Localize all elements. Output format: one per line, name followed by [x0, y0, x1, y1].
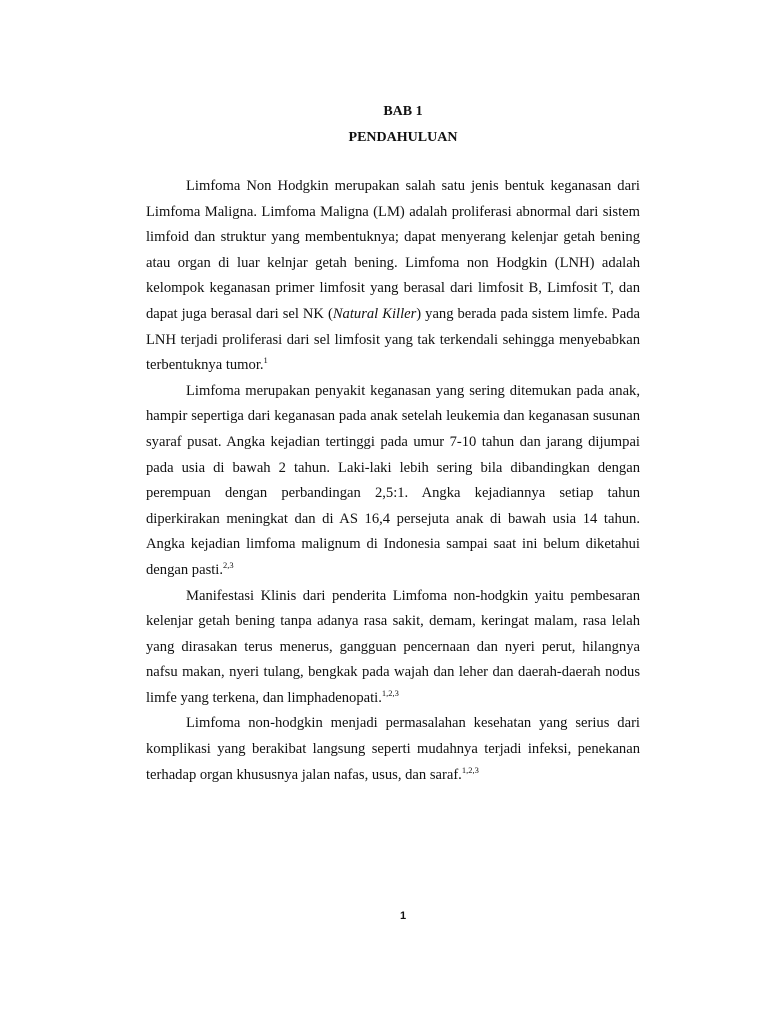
body-text — [146, 174, 640, 788]
natural-killer-term: Natural Killer — [332, 305, 417, 322]
chapter-heading: BAB 1 — [383, 104, 423, 119]
chapter-title: PENDAHULUAN — [348, 130, 458, 145]
paragraph-4 — [146, 711, 640, 788]
paragraph-1 — [146, 174, 640, 379]
paragraph-2 — [146, 379, 640, 584]
paragraph-1-text: Limfoma Non Hodgkin merupakan salah satu jenis bentuk keganasan dari Limfoma Maligna. Limfoma Maligna (LM) adalah proliferasi abnormal dari sistem limfoid dan struktur yang membentuknya; dapat menyerang kelenjar getah bening atau organ di luar kelnjar getah bening. Limfoma non Hodgkin (LNH) adalah kelompok keganasan primer limfosit yang berasal dari limfosit B, Limfosit T, dan dapat juga berasal dari sel NK ( — [146, 178, 640, 322]
citation-1: 1 — [263, 355, 268, 366]
citation-2: 2,3 — [223, 559, 234, 570]
paragraph-2-text: Limfoma merupakan penyakit keganasan yang sering ditemukan pada anak, hampir sepertiga dari keganasan pada anak setelah leukemia dan keganasan susunan syaraf pusat. Angka kejadian tertinggi pada umur 7-10 tahun dan jarang dijumpai pada usia di bawah 2 tahun. Laki-laki lebih sering bila dibandingkan dengan perempuan dengan perbandingan 2,5:1. Angka kejadiannya setiap tahun diperkirakan meningkat dan di AS 16,4 persejuta anak di bawah usia 14 tahun. Angka kejadian limfoma malignum di Indonesia sampai saat ini belum diketahui dengan pasti. — [146, 382, 640, 578]
citation-4: 1,2,3 — [461, 764, 479, 775]
paragraph-1-text-continued: ) yang berada pada sistem limfe. Pada LNH terjadi proliferasi dari sel limfosit yang tak terkendali sehingga menyebabkan terbentuknya tumor. — [146, 305, 641, 374]
paragraph-3 — [146, 584, 640, 712]
page-number: 1 — [399, 910, 407, 922]
paragraph-3-text: Manifestasi Klinis dari penderita Limfoma non-hodgkin yaitu pembesaran kelenjar getah bening tanpa adanya rasa sakit, demam, keringat malam, rasa lelah yang dirasakan terus menerus, gangguan pencernaan dan nyeri perut, hilangnya nafsu makan, nyeri tulang, bengkak pada wajah dan leher dan daerah-daerah nodus limfe yang terkena, dan limphadenopati. — [146, 587, 640, 706]
paragraph-4-text: Limfoma non-hodgkin menjadi permasalahan kesehatan yang serius dari komplikasi yang berakibat langsung seperti mudahnya terjadi infeksi, penekanan terhadap organ khususnya jalan nafas, usus, dan saraf. — [146, 715, 640, 783]
citation-3: 1,2,3 — [381, 687, 399, 698]
